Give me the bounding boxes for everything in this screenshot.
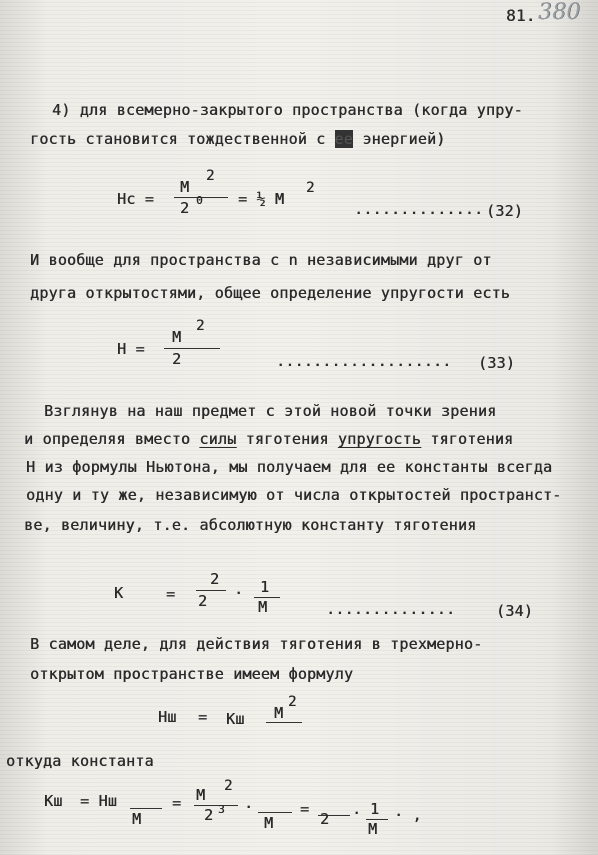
eq-denominator: M bbox=[264, 814, 274, 832]
paragraph-line: и определяя вместо силы тяготения упругость тяготения bbox=[24, 430, 514, 448]
eq-exponent: 2 bbox=[196, 318, 205, 334]
eq-lhs: H = bbox=[117, 340, 145, 358]
eq-denominator: 2 bbox=[198, 592, 208, 610]
eq-dot: · bbox=[244, 798, 254, 816]
paragraph-line: откуда константа bbox=[6, 752, 154, 770]
paragraph-line: ве, величину, т.е. абсолютную константу тяготения bbox=[24, 516, 477, 534]
paragraph-line: друга открытостями, общее определение упругости есть bbox=[30, 284, 510, 302]
eq-numerator: 2 bbox=[210, 570, 220, 588]
underlined-word: упругость bbox=[337, 430, 421, 448]
paragraph-line: В самом деле, для действия тяготения в трехмерно- bbox=[30, 635, 483, 653]
eq-label: (34) bbox=[496, 602, 533, 620]
eq-lhs: Hc = bbox=[117, 190, 154, 208]
fraction-bar bbox=[258, 812, 292, 813]
eq-exponent: 2 bbox=[306, 180, 315, 196]
eq-exponent: 3 bbox=[218, 803, 225, 816]
eq-lhs: Hш bbox=[158, 708, 177, 726]
paragraph-line: 4) для всемерно-закрытого пространства (когда упру- bbox=[52, 101, 523, 119]
fraction-bar bbox=[196, 590, 226, 591]
eq-constant: Kш bbox=[226, 710, 245, 728]
eq-dot: · bbox=[234, 584, 244, 602]
eq-denominator: M bbox=[368, 820, 378, 838]
eq-tail: · , bbox=[394, 806, 422, 824]
eq-lhs: K bbox=[114, 584, 124, 602]
eq-equals: = bbox=[166, 585, 176, 603]
eq-denominator: 2 bbox=[320, 810, 330, 828]
eq-numerator: M bbox=[172, 328, 182, 346]
eq-term: = Hш bbox=[80, 792, 117, 810]
underlined-word: силы bbox=[199, 430, 237, 448]
fraction-bar bbox=[130, 808, 162, 809]
paragraph-line: Н из формулы Ньютона, мы получаем для ее константы всегда bbox=[26, 458, 553, 476]
paragraph-line: И вообще для пространства с n независимыми друг от bbox=[30, 251, 492, 269]
eq-leader-dots: .............. bbox=[354, 200, 484, 218]
paragraph-line: одну и ту же, независимую от числа открытостей пространст- bbox=[26, 486, 562, 504]
paragraph-line: открытом пространстве имеем формулу bbox=[30, 665, 354, 683]
eq-exponent: 2 bbox=[206, 168, 215, 184]
eq-exponent: 0 bbox=[196, 194, 203, 207]
eq-numerator: 1 bbox=[260, 578, 270, 596]
eq-equals: = bbox=[172, 794, 182, 812]
eq-denominator: 2 bbox=[204, 806, 214, 824]
eq-leader-dots: .............. bbox=[326, 600, 456, 618]
eq-exponent: 2 bbox=[224, 778, 233, 794]
eq-denominator: 2 bbox=[180, 199, 190, 217]
handwritten-page-number: 380 bbox=[538, 0, 581, 25]
eq-numerator: M bbox=[196, 786, 206, 804]
eq-equals: = bbox=[198, 708, 208, 726]
eq-mass: M bbox=[274, 704, 284, 722]
eq-denominator: M bbox=[132, 810, 142, 828]
eq-denominator: 2 bbox=[172, 350, 182, 368]
eq-numerator: 1 bbox=[370, 800, 380, 818]
eq-equals: = bbox=[300, 800, 310, 818]
struck-word: ее bbox=[334, 130, 354, 148]
eq-exponent: 2 bbox=[288, 694, 297, 710]
fraction-bar bbox=[194, 805, 238, 806]
eq-dot: · bbox=[352, 804, 362, 822]
eq-denominator: M bbox=[258, 598, 268, 616]
fraction-bar bbox=[266, 722, 302, 723]
eq-leader-dots: ................... bbox=[276, 352, 452, 370]
eq-lhs: Kш bbox=[44, 792, 63, 810]
paragraph-line: Взглянув на наш предмет с этой новой точки зрения bbox=[44, 402, 497, 420]
eq-numerator: M bbox=[180, 178, 190, 196]
paragraph-line: гость становится тождественной с ее энергией) bbox=[30, 130, 446, 148]
page-number: 81. bbox=[506, 6, 536, 25]
eq-label: (33) bbox=[478, 354, 515, 372]
eq-rhs: = ½ M bbox=[238, 190, 285, 208]
fraction-bar bbox=[164, 348, 220, 349]
eq-label: (32) bbox=[486, 202, 523, 220]
